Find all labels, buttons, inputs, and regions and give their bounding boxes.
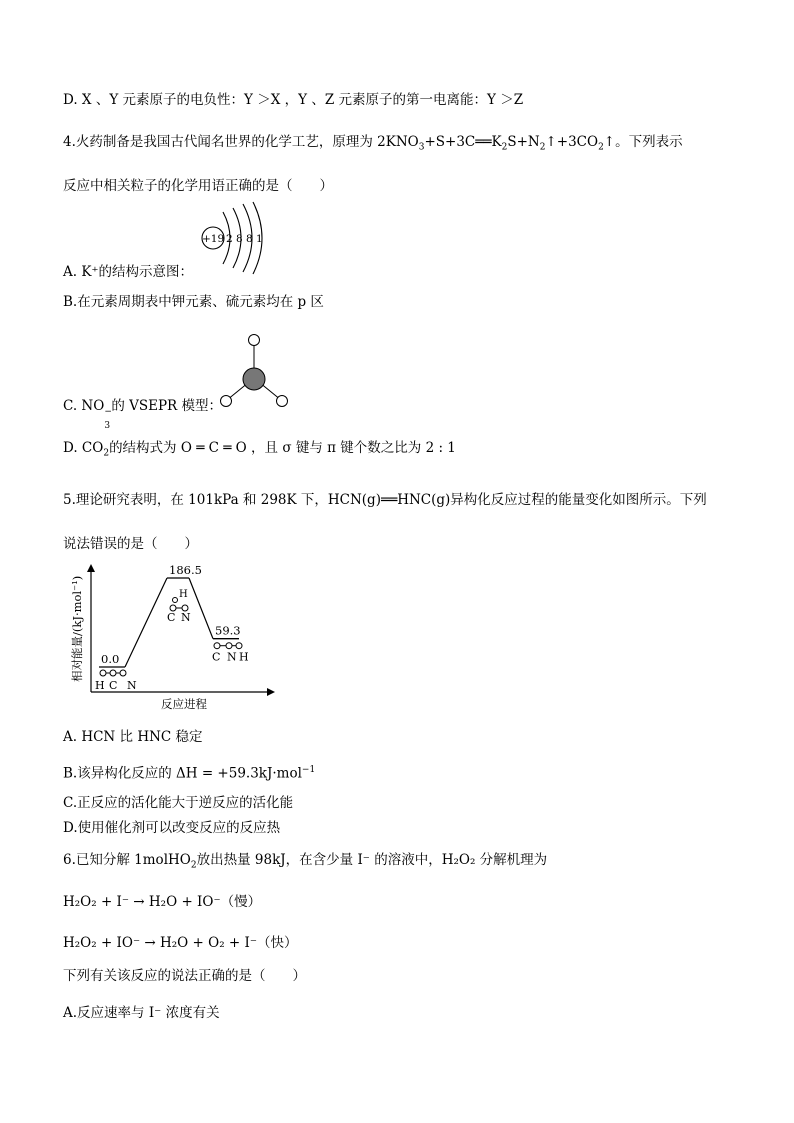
energy-value-label-1: 186.5 xyxy=(169,563,202,577)
species0-label-2: N xyxy=(127,679,137,692)
species0-label-1: C xyxy=(109,679,118,692)
species1-label-h: H xyxy=(179,589,188,600)
q6-step2: H₂O₂ + IO⁻ → H₂O + O₂ + I⁻（快） xyxy=(63,935,298,951)
energy-path-1 xyxy=(189,578,213,639)
q4-stem-line2: 反应中相关粒子的化学用语正确的是（ ） xyxy=(63,178,333,194)
q5-option-b-prefix: B.该异构化反应的 ΔH = +59.3kJ·mol xyxy=(63,765,302,782)
q5-option-d: D.使用催化剂可以改变反应的反应热 xyxy=(63,820,281,836)
species0-atom-2 xyxy=(120,670,126,676)
q5-option-b-sup: −1 xyxy=(301,765,316,775)
central-atom xyxy=(243,368,265,390)
q5-stem-line1: 5.理论研究表明，在 101kPa 和 298K 下，HCN(g)══HNC(g)异构化反应过程的能量变化如图所示。下列 xyxy=(63,492,707,508)
x-axis-label: 反应进程 xyxy=(161,697,207,711)
q6-step1: H₂O₂ + I⁻ → H₂O + IO⁻（慢） xyxy=(63,894,262,910)
q4-option-d-suffix: 的结构式为 O ═ C ═ O ，且 σ 键与 π 键个数之比为 2 : 1 xyxy=(109,440,456,456)
q6-stem-text: 放出热量 98kJ，在含少量 I⁻ 的溶液中，H₂O₂ 分解机理为 xyxy=(196,852,548,868)
atom-left xyxy=(221,396,232,407)
energy-path-0 xyxy=(125,578,167,667)
q4-stem-part1: 4.火药制备是我国古代闻名世界的化学工艺，原理为 2KNO xyxy=(63,134,419,150)
atom-right xyxy=(277,396,288,407)
y-axis-label: 相对能量/(kJ·mol⁻¹) xyxy=(70,575,84,682)
species0-atom-1 xyxy=(110,670,116,676)
q4-stem-part4: ↑+3CO xyxy=(545,134,599,150)
q4-stem-part2: +S+3C══K xyxy=(424,134,502,150)
q4-option-c-suffix: 的 VSEPR 模型： xyxy=(111,398,222,414)
atom-top xyxy=(249,335,260,346)
energy-value-label-2: 59.3 xyxy=(215,623,241,638)
q4-option-d-prefix: D. CO xyxy=(63,440,104,456)
species2-label-1: N xyxy=(227,650,237,664)
shell-electrons-label: 2 8 8 1 xyxy=(226,233,263,245)
species1-label-n: N xyxy=(181,611,191,624)
q6-stem: 6.已知分解 1molHO$_2$放出热量 98kJ，在含少量 I⁻ 的溶液中，H₂O₂ 分解机理为 xyxy=(63,852,548,871)
q4-stem-part5: ↑。下列表示 xyxy=(603,134,683,150)
q6-question: 下列有关该反应的说法正确的是（ ） xyxy=(63,968,306,984)
q5-option-a: A. HCN 比 HNC 稳定 xyxy=(63,729,203,745)
species2-atom-2 xyxy=(236,643,242,649)
nucleus-label: +19 xyxy=(202,233,225,245)
q4-option-c: C. NO − 3 的 VSEPR 模型： xyxy=(63,398,222,431)
q4-option-c-prefix: C. NO xyxy=(63,398,105,414)
species1-label-c: C xyxy=(167,611,176,624)
species2-atom-0 xyxy=(214,643,220,649)
q6-stem-prefix: 6.已知分解 1molH xyxy=(63,852,180,868)
q4-option-a: A. K⁺的结构示意图： xyxy=(63,264,194,280)
q3-option-d: D. X 、Y 元素原子的电负性：Y ＞X ，Y 、Z 元素原子的第一电离能：Y ＞Z xyxy=(63,92,524,108)
q6-stem-mid: O xyxy=(179,852,191,868)
q5-stem-line2: 说法错误的是（ ） xyxy=(63,536,198,552)
energy-profile-chart xyxy=(63,562,278,714)
energy-value-label-0: 0.0 xyxy=(101,652,120,666)
species0-label-0: H xyxy=(95,679,105,692)
species1-atom-h xyxy=(173,598,178,603)
q4-option-d: D. $CO_2$的结构式为 O ═ C ═ O ，且 σ 键与 π 键个数之比为 2 : 1 xyxy=(63,440,456,459)
species2-label-0: C xyxy=(212,650,221,664)
q4-stem-part3: S+N xyxy=(507,134,540,150)
y-axis-arrow xyxy=(87,564,95,572)
q5-option-c: C.正反应的活化能大于逆反应的活化能 xyxy=(63,795,294,811)
species0-atom-0 xyxy=(100,670,106,676)
k-ion-structure-diagram xyxy=(195,200,275,275)
q4-option-b: B.在元素周期表中钾元素、硫元素均在 p 区 xyxy=(63,294,324,310)
q4-stem-line1: 4.火药制备是我国古代闻名世界的化学工艺，原理为 $2KNO_3+S+3C══K_2S+N_2↑+3CO_2↑$。下列表示 xyxy=(63,134,683,153)
species2-atom-1 xyxy=(226,643,232,649)
q5-option-b xyxy=(63,760,315,784)
vsepr-model-diagram xyxy=(215,330,295,412)
x-axis-arrow xyxy=(267,688,275,696)
species2-label-2: H xyxy=(239,650,249,664)
q6-option-a: A.反应速率与 I⁻ 浓度有关 xyxy=(63,1005,220,1021)
